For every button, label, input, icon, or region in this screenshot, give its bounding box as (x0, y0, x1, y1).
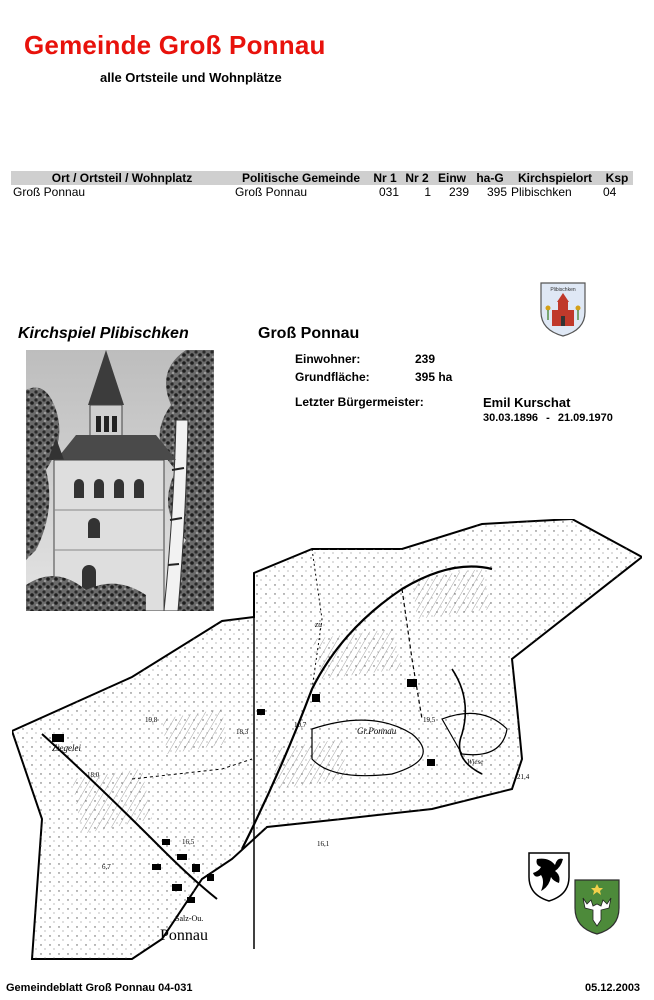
map-label-ponnau: Ponnau (160, 927, 208, 944)
page-title: Gemeinde Groß Ponnau (24, 30, 326, 60)
einwohner-value: 239 (415, 352, 436, 366)
flaeche-value: 395 ha (415, 370, 453, 384)
table-row (11, 185, 633, 199)
places-table (11, 171, 633, 199)
coat-label: Plibischken (550, 287, 576, 293)
mayor-from: 30.03.1896 (483, 412, 539, 424)
col-kirchspielort: Kirchspielort (509, 171, 601, 185)
elk-coat-of-arms (573, 878, 621, 936)
col-ksp: Ksp (601, 171, 633, 185)
map-label-h195: 19,5 (423, 716, 436, 724)
mayor-name: Emil Kurschat (483, 395, 571, 410)
map-label-wiese: Wiese (467, 758, 484, 766)
col-nr2: Nr 2 (401, 171, 433, 185)
mayor-term (483, 412, 613, 424)
cell-hag: 395 (486, 185, 507, 199)
einwohner-label: Einwohner: (295, 352, 361, 366)
cell-kirchspielort: Plibischken (511, 185, 572, 199)
page-subtitle: alle Ortsteile und Wohnplätze (100, 70, 282, 85)
map-label-salz: Salz-Ou. (175, 914, 204, 923)
map-label-ziegelei: Ziegelei (52, 743, 81, 753)
mayor-to: 21.09.1970 (557, 412, 613, 424)
parish-title: Kirchspiel Plibischken (18, 325, 189, 342)
cell-einw: 239 (448, 185, 469, 199)
map-label-h183: 18,3 (236, 728, 249, 736)
cell-nr1: 031 (378, 185, 399, 199)
col-gemeinde: Politische Gemeinde (233, 171, 369, 185)
plibischken-coat-of-arms (538, 280, 588, 338)
table-header-row (11, 171, 633, 185)
cell-ort: Groß Ponnau (13, 185, 86, 199)
map-label-zu: zu (315, 620, 323, 629)
col-einw: Einw (433, 171, 471, 185)
col-ort: Ort / Ortsteil / Wohnplatz (11, 171, 233, 185)
map-label-h107: 10,7 (294, 721, 307, 729)
map-label-gr-ponnau: Gr.Ponnau (357, 726, 397, 736)
map-label-h198: 19,8 (145, 716, 158, 724)
col-hag: ha-G (471, 171, 509, 185)
cell-nr2: 1 (424, 185, 431, 199)
cell-ksp: 04 (603, 185, 617, 199)
col-nr1: Nr 1 (369, 171, 401, 185)
flaeche-label: Grundfläche: (295, 370, 370, 384)
footer-date: 05.12.2003 (585, 982, 641, 994)
place-title: Groß Ponnau (258, 325, 360, 342)
map-label-h67: 6,7 (102, 863, 111, 871)
footer-left: Gemeindeblatt Groß Ponnau 04-031 (6, 982, 193, 994)
mayor-label: Letzter Bürgermeister: (295, 395, 424, 409)
cell-gemeinde: Groß Ponnau (235, 185, 308, 199)
eagle-coat-of-arms (527, 851, 571, 903)
map-label-h165: 16,5 (182, 838, 195, 846)
map-label-h161: 16,1 (317, 840, 330, 848)
historic-map (12, 519, 642, 971)
mayor-sep: - (546, 412, 550, 424)
map-label-h214: 21,4 (517, 773, 530, 781)
map-label-h180: 18,0 (87, 771, 100, 779)
